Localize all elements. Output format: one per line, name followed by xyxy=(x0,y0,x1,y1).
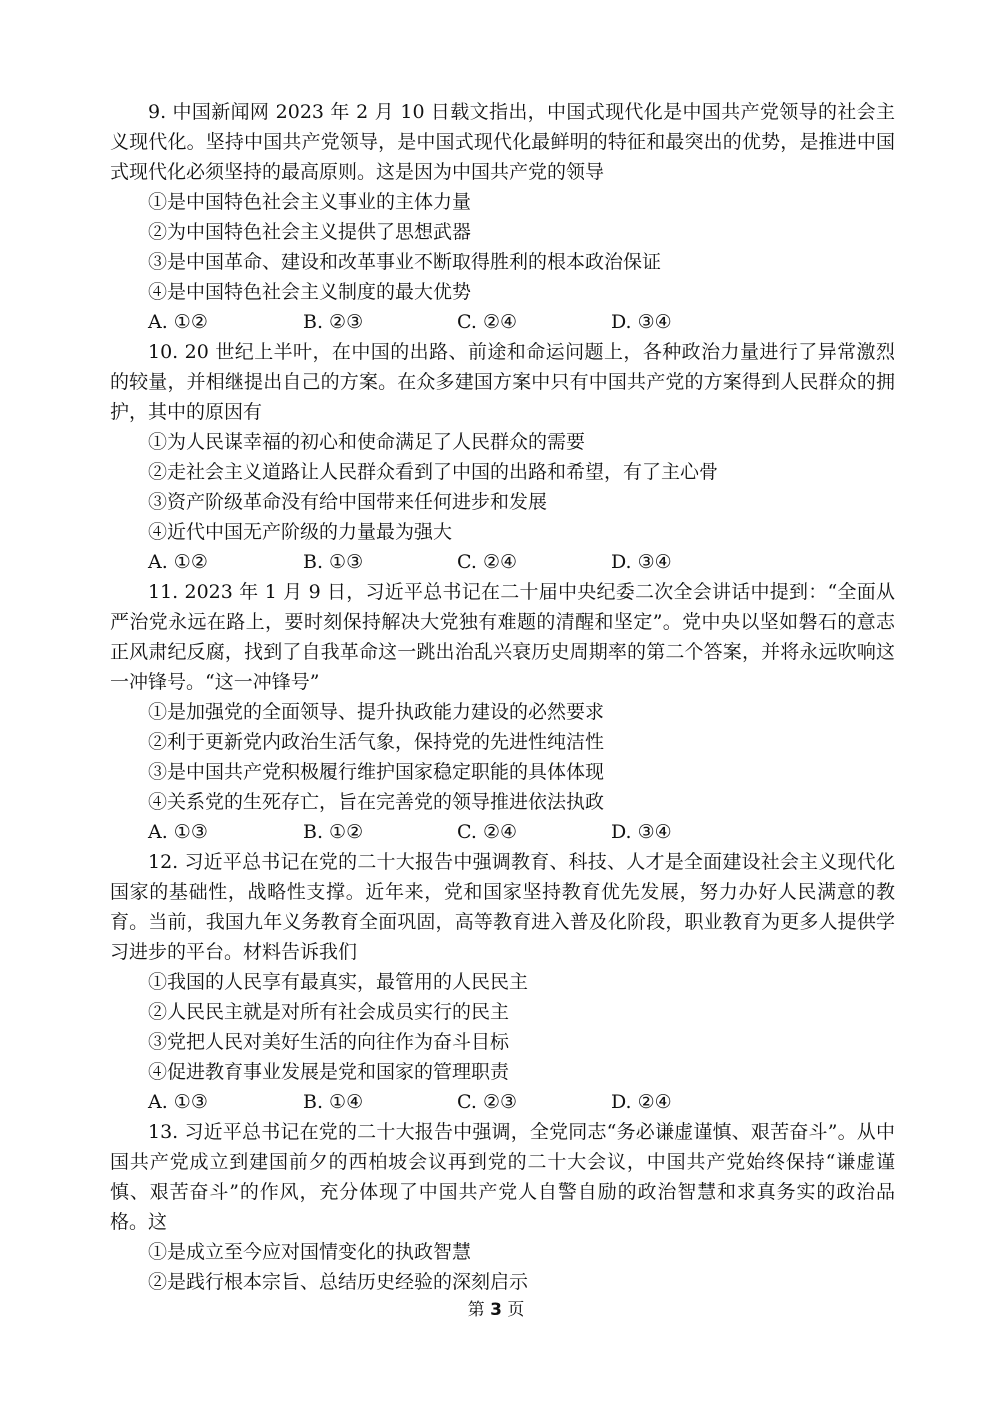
option-item: ②利于更新党内政治生活气象，保持党的先进性纯洁性 xyxy=(148,731,605,753)
option-item: ①为人民谋幸福的初心和使命满足了人民群众的需要 xyxy=(148,431,586,453)
option-item: ①是中国特色社会主义事业的主体力量 xyxy=(148,191,472,213)
question-9 xyxy=(110,97,895,337)
option-item: ②是践行根本宗旨、总结历史经验的深刻启示 xyxy=(148,1271,529,1293)
choice-c: C. ②④ xyxy=(457,821,518,843)
option-item: ②人民民主就是对所有社会成员实行的民主 xyxy=(148,1001,510,1023)
choice-c: C. ②③ xyxy=(457,1091,518,1113)
choice-b: B. ①② xyxy=(303,821,364,843)
question-12 xyxy=(110,847,895,1117)
choice-d: D. ②④ xyxy=(611,1091,672,1113)
answer-choices xyxy=(110,817,895,847)
option-item: ④促进教育事业发展是党和国家的管理职责 xyxy=(148,1061,510,1083)
question-list xyxy=(110,97,895,1297)
answer-choices xyxy=(110,1087,895,1117)
option-item: ④关系党的生死存亡，旨在完善党的领导推进依法执政 xyxy=(148,791,605,813)
question-stem: 10. 20 世纪上半叶，在中国的出路、前途和命运问题上，各种政治力量进行了异常激烈的较量，并相继提出自己的方案。在众多建国方案中只有中国共产党的方案得到人民群众的拥护，其中的原因有 xyxy=(110,341,895,423)
option-item: ④是中国特色社会主义制度的最大优势 xyxy=(148,281,472,303)
answer-choices xyxy=(110,307,895,337)
question-stem: 11. 2023 年 1 月 9 日，习近平总书记在二十届中央纪委二次全会讲话中提到：“全面从严治党永远在路上，要时刻保持解决大党独有难题的清醒和坚定”。党中央以坚如磐石的意志正风肃纪反腐，找到了自我革命这一跳出治乱兴衰历史周期率的第二个答案，并将永远吹响这一冲锋号。“这一冲锋号” xyxy=(110,581,895,693)
choice-d: D. ③④ xyxy=(611,311,672,333)
option-item: ③党把人民对美好生活的向往作为奋斗目标 xyxy=(148,1031,510,1053)
choice-a: A. ①③ xyxy=(148,1091,208,1113)
choice-d: D. ③④ xyxy=(611,821,672,843)
option-item: ①我国的人民享有最真实，最管用的人民民主 xyxy=(148,971,529,993)
choice-b: B. ①③ xyxy=(303,551,364,573)
question-10 xyxy=(110,337,895,577)
choice-c: C. ②④ xyxy=(457,311,518,333)
answer-choices xyxy=(110,547,895,577)
choice-b: B. ②③ xyxy=(303,311,364,333)
page-number: 3 xyxy=(490,1300,502,1320)
option-item: ④近代中国无产阶级的力量最为强大 xyxy=(148,521,453,543)
option-item: ②走社会主义道路让人民群众看到了中国的出路和希望，有了主心骨 xyxy=(148,461,719,483)
choice-a: A. ①② xyxy=(148,551,208,573)
choice-d: D. ③④ xyxy=(611,551,672,573)
question-11 xyxy=(110,577,895,847)
question-stem: 12. 习近平总书记在党的二十大报告中强调教育、科技、人才是全面建设社会主义现代化国家的基础性，战略性支撑。近年来，党和国家坚持教育优先发展，努力办好人民满意的教育。当前，我国九年义务教育全面巩固，高等教育进入普及化阶段，职业教育为更多人提供学习进步的平台。材料告诉我们 xyxy=(110,851,895,963)
question-13 xyxy=(110,1117,895,1297)
option-item: ①是成立至今应对国情变化的执政智慧 xyxy=(148,1241,472,1263)
choice-b: B. ①④ xyxy=(303,1091,364,1113)
page-number-suffix: 页 xyxy=(507,1300,525,1320)
question-stem: 13. 习近平总书记在党的二十大报告中强调，全党同志“务必谦虚谨慎、艰苦奋斗”。从中国共产党成立到建国前夕的西柏坡会议再到党的二十大会议，中国共产党始终保持“谦虚谨慎、艰苦奋斗”的作风，充分体现了中国共产党人自警自励的政治智慧和求真务实的政治品格。这 xyxy=(110,1121,895,1233)
choice-a: A. ①③ xyxy=(148,821,208,843)
page-number-prefix: 第 xyxy=(467,1300,485,1320)
choice-c: C. ②④ xyxy=(457,551,518,573)
option-item: ③是中国革命、建设和改革事业不断取得胜利的根本政治保证 xyxy=(148,251,662,273)
option-item: ②为中国特色社会主义提供了思想武器 xyxy=(148,221,472,243)
option-item: ①是加强党的全面领导、提升执政能力建设的必然要求 xyxy=(148,701,605,723)
option-item: ③资产阶级革命没有给中国带来任何进步和发展 xyxy=(148,491,548,513)
question-stem: 9. 中国新闻网 2023 年 2 月 10 日载文指出，中国式现代化是中国共产党领导的社会主义现代化。坚持中国共产党领导，是中国式现代化最鲜明的特征和最突出的优势，是推进中国式现代化必须坚持的最高原则。这是因为中国共产党的领导 xyxy=(110,101,895,183)
page-footer xyxy=(0,1298,992,1322)
choice-a: A. ①② xyxy=(148,311,208,333)
option-item: ③是中国共产党积极履行维护国家稳定职能的具体体现 xyxy=(148,761,605,783)
